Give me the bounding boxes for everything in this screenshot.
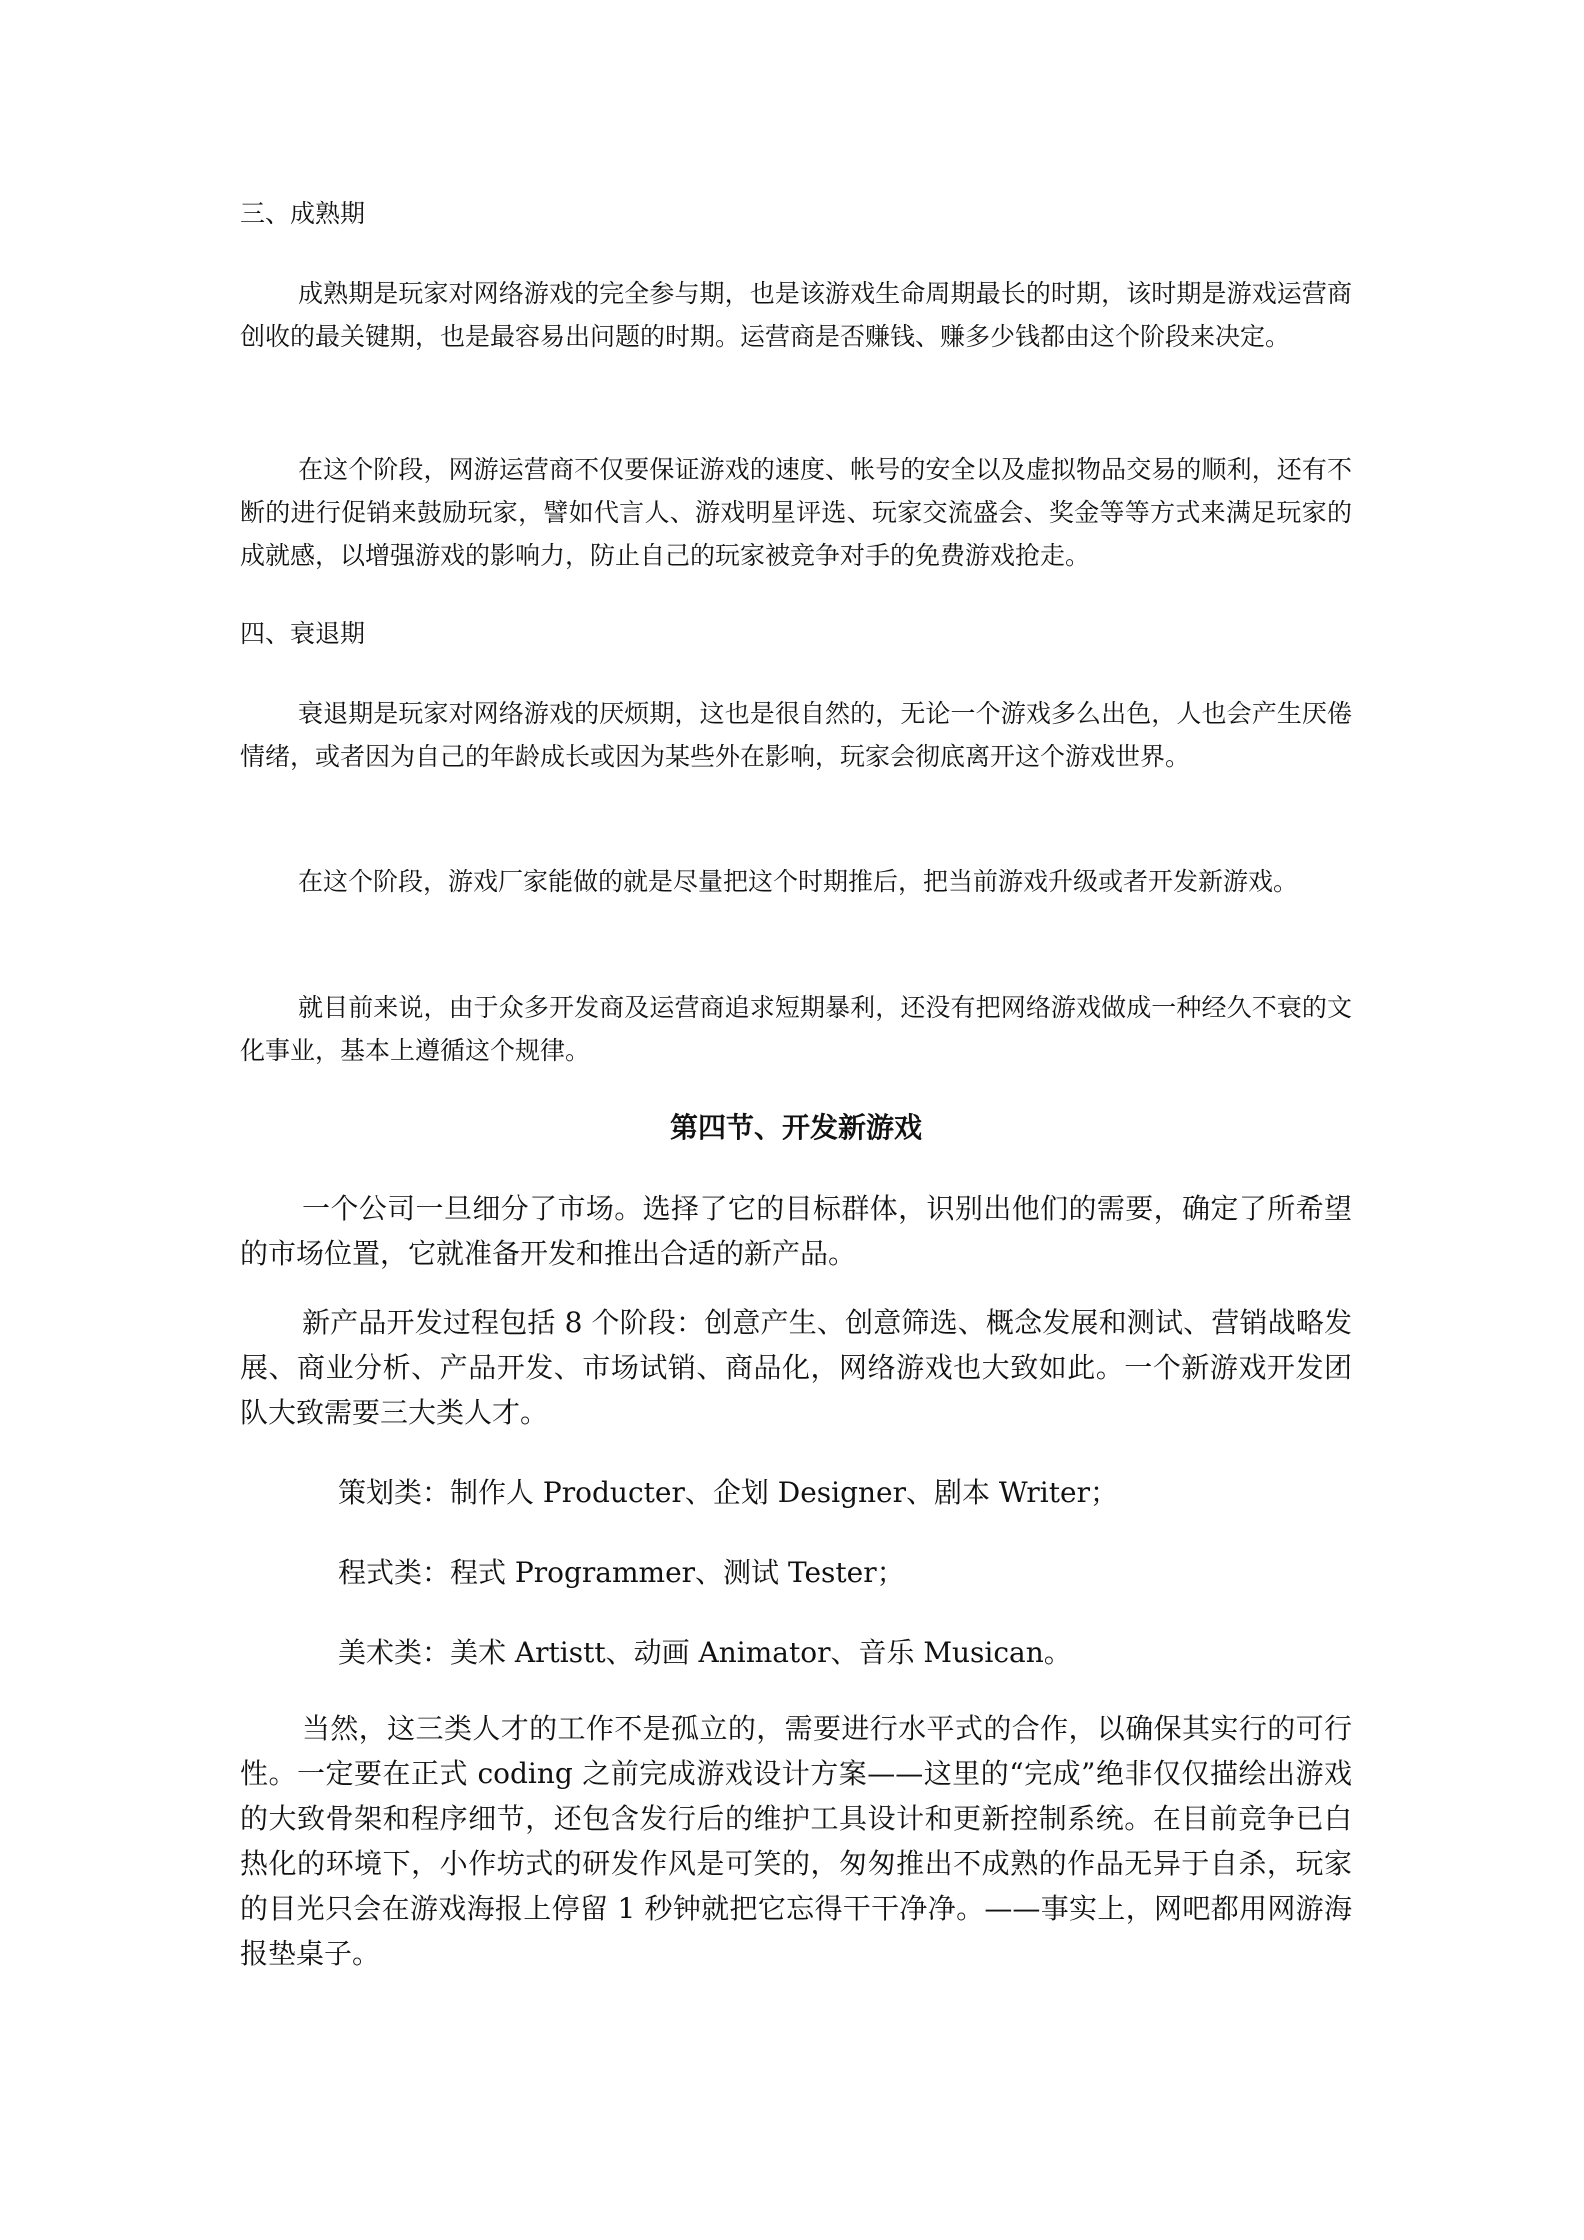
paragraph-decline-2: 在这个阶段，游戏厂家能做的就是尽量把这个时期推后，把当前游戏升级或者开发新游戏。 <box>298 867 1299 896</box>
paragraph-maturity-2: 在这个阶段，网游运营商不仅要保证游戏的速度、帐号的安全以及虚拟物品交易的顺利，还有不断的进行促销来鼓励玩家，譬如代言人、游戏明星评选、玩家交流盛会、奖金等等方式来满足玩家的成就感，以增强游戏的影响力，防止自己的玩家被竞争对手的免费游戏抢走。 <box>240 455 1352 570</box>
paragraph-maturity-1: 成熟期是玩家对网络游戏的完全参与期，也是该游戏生命周期最长的时期，该时期是游戏运营商创收的最关键期，也是最容易出问题的时期。运营商是否赚钱、赚多少钱都由这个阶段来决定。 <box>240 279 1352 351</box>
heading-decline-stage: 四、衰退期 <box>240 619 366 648</box>
role-text: 程式 Programmer、测试 Tester； <box>450 1556 905 1589</box>
role-label: 程式类： <box>338 1556 451 1589</box>
role-label: 美术类： <box>338 1636 451 1669</box>
paragraph-decline-1: 衰退期是玩家对网络游戏的厌烦期，这也是很自然的，无论一个游戏多么出色，人也会产生厌倦情绪，或者因为自己的年龄成长或因为某些外在影响，玩家会彻底离开这个游戏世界。 <box>240 699 1352 771</box>
role-label: 策划类： <box>338 1476 451 1509</box>
role-text: 制作人 Producter、企划 Designer、剧本 Writer； <box>450 1476 1118 1509</box>
paragraph-new-game-1: 一个公司一旦细分了市场。选择了它的目标群体，识别出他们的需要，确定了所希望的市场位置，它就准备开发和推出合适的新产品。 <box>240 1192 1352 1270</box>
paragraph-decline-3: 就目前来说，由于众多开发商及运营商追求短期暴利，还没有把网络游戏做成一种经久不衰的文化事业，基本上遵循这个规律。 <box>240 993 1352 1065</box>
section-title: 第四节、开发新游戏 <box>669 1111 922 1144</box>
paragraph-new-game-2: 新产品开发过程包括 8 个阶段：创意产生、创意筛选、概念发展和测试、营销战略发展、商业分析、产品开发、市场试销、商品化，网络游戏也大致如此。一个新游戏开发团队大致需要三大类人才。 <box>240 1306 1352 1429</box>
role-line-programming <box>338 1554 1348 1592</box>
role-line-planning <box>338 1474 1348 1512</box>
role-line-art <box>338 1634 1348 1672</box>
paragraph-new-game-3: 当然，这三类人才的工作不是孤立的，需要进行水平式的合作，以确保其实行的可行性。一定要在正式 coding 之前完成游戏设计方案——这里的“完成”绝非仅仅描绘出游戏的大致骨架和程序细节，还包含发行后的维护工具设计和更新控制系统。在目前竞争已白热化的环境下，小作坊式的研发作风是可笑的，匆匆推出不成熟的作品无异于自杀，玩家的目光只会在游戏海报上停留 1 秒钟就把它忘得干干净净。——事实上，网吧都用网游海报垫桌子。 <box>240 1712 1352 1970</box>
role-text: 美术 Artistt、动画 Animator、音乐 Musican。 <box>450 1636 1072 1669</box>
heading-maturity-stage: 三、成熟期 <box>240 199 366 228</box>
